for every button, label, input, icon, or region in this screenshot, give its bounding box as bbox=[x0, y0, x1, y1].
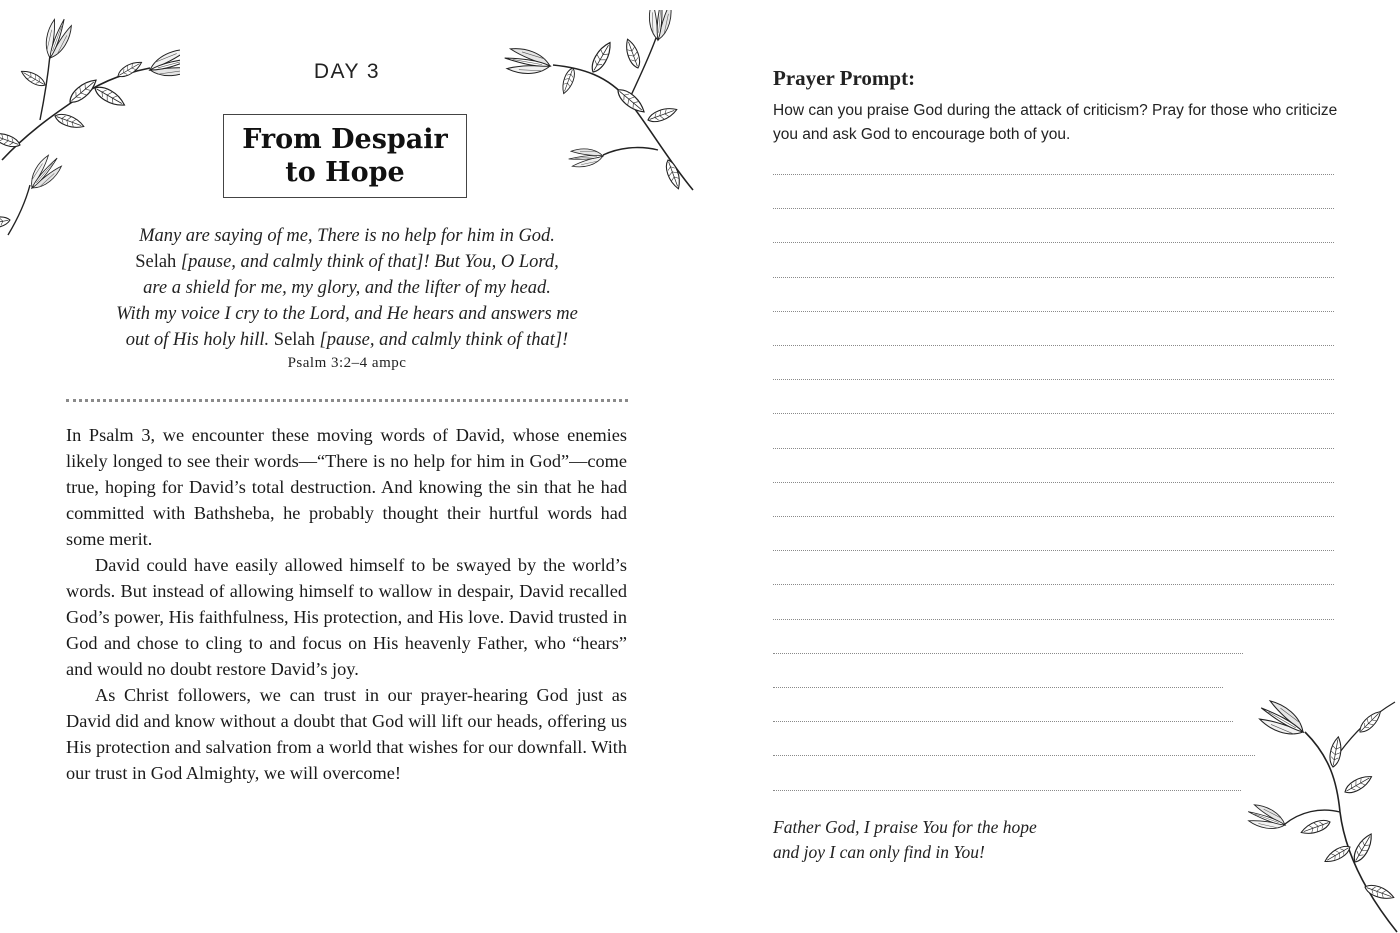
verse-segment: are a shield for me, my glory, and the lifter of my head. bbox=[143, 278, 551, 298]
writing-line[interactable] bbox=[773, 653, 1243, 654]
devotional-body bbox=[66, 422, 627, 786]
writing-line[interactable] bbox=[773, 482, 1334, 483]
verse-segment: Selah bbox=[273, 330, 320, 350]
prayer-prompt-heading: Prayer Prompt: bbox=[773, 66, 916, 90]
writing-line[interactable] bbox=[773, 516, 1334, 517]
verse-line bbox=[60, 301, 634, 327]
verse-segment: [pause, and calmly think of that]! bbox=[319, 330, 569, 350]
writing-line[interactable] bbox=[773, 550, 1334, 551]
scripture-verse bbox=[60, 223, 634, 353]
body-paragraph: David could have easily allowed himself to be swayed by the world’s words. But instead of allowing himself to wallow in despair, David recalled God’s power, His faithfulness, His protection, and His love. David trusted in God and chose to cling to and focus on His heavenly Father, who “hears” and would no doubt restore David’s joy. bbox=[66, 555, 627, 679]
verse-line bbox=[60, 223, 634, 249]
day-label: DAY 3 bbox=[313, 60, 381, 83]
writing-line[interactable] bbox=[773, 208, 1334, 209]
closing-prayer bbox=[773, 815, 1037, 865]
verse-segment: With my voice I cry to the Lord, and He hears and answers me bbox=[116, 304, 578, 324]
verse-line bbox=[60, 275, 634, 301]
writing-line[interactable] bbox=[773, 413, 1334, 414]
verse-line bbox=[60, 249, 634, 275]
writing-line[interactable] bbox=[773, 448, 1334, 449]
page-title: From Despair to Hope bbox=[242, 124, 448, 188]
verse-line bbox=[60, 327, 634, 353]
writing-line[interactable] bbox=[773, 721, 1233, 722]
scripture-reference: Psalm 3:2–4 ampc bbox=[287, 355, 407, 371]
floral-illustration-bottom-right bbox=[1245, 662, 1400, 933]
writing-line[interactable] bbox=[773, 619, 1334, 620]
verse-segment: Many are saying of me, There is no help for him in God. bbox=[139, 226, 555, 246]
writing-line[interactable] bbox=[773, 345, 1334, 346]
verse-segment: Selah bbox=[135, 252, 181, 272]
writing-line[interactable] bbox=[773, 242, 1334, 243]
writing-line[interactable] bbox=[773, 584, 1334, 585]
prayer-prompt-text: How can you praise God during the attack of criticism? Pray for those who criticize you and ask God to encourage both of you. bbox=[773, 102, 1338, 143]
writing-line[interactable] bbox=[773, 379, 1334, 380]
verse-segment: out of His holy hill. bbox=[125, 330, 274, 350]
writing-line[interactable] bbox=[773, 174, 1334, 175]
floral-illustration-top-right bbox=[498, 10, 698, 195]
body-paragraph: As Christ followers, we can trust in our prayer-hearing God just as David did and know without a doubt that God will lift our heads, offering us His protection and salvation from a world that wishes for our downfall. With our trust in God Almighty, we will overcome! bbox=[66, 685, 627, 783]
writing-line[interactable] bbox=[773, 687, 1223, 688]
title-box bbox=[223, 114, 467, 198]
writing-line[interactable] bbox=[773, 311, 1334, 312]
body-paragraph: In Psalm 3, we encounter these moving words of David, whose enemies likely longed to see their words—“There is no help for him in God”—come true, hoping for David’s total destruction. And knowing the sin that he had committed with Bathsheba, he probably thought their hurtful words had some merit. bbox=[66, 425, 627, 549]
writing-line[interactable] bbox=[773, 755, 1255, 756]
floral-illustration-top-left bbox=[0, 10, 180, 240]
writing-line[interactable] bbox=[773, 277, 1334, 278]
dotted-divider bbox=[66, 399, 628, 402]
closing-prayer-line: and joy I can only find in You! bbox=[773, 842, 985, 862]
right-page bbox=[700, 0, 1400, 933]
verse-segment: [pause, and calmly think of that]! But You, O Lord, bbox=[180, 252, 559, 272]
closing-prayer-line: Father God, I praise You for the hope bbox=[773, 817, 1037, 837]
writing-line[interactable] bbox=[773, 790, 1241, 791]
